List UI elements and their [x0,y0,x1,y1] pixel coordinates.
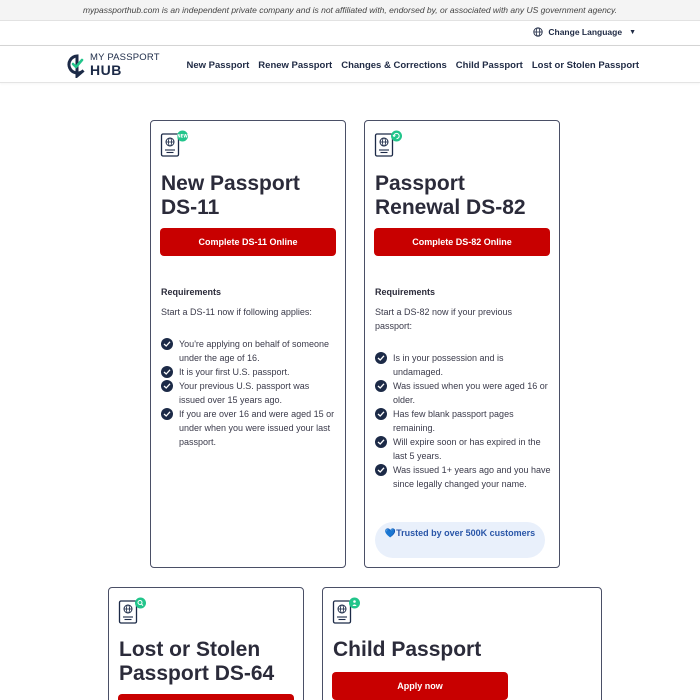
card-title: Lost or Stolen Passport DS-64 [119,638,275,685]
check-icon [375,408,387,420]
requirements-intro: Start a DS-82 now if your previous passport: [375,307,513,331]
change-language-label: Change Language [548,27,623,37]
requirements-list [161,337,337,449]
requirement-text: Was issued when you were aged 16 or older. [393,381,548,405]
logo-line2: HUB [90,62,122,78]
trust-text: Trusted by over 500K customers [396,528,536,538]
nav-new-passport[interactable]: New Passport [186,59,250,71]
nav-changes-corrections[interactable]: Changes & Corrections [341,59,447,71]
requirement-text: Your previous U.S. passport was issued over 15 years ago. [179,381,310,405]
card-title: Child Passport [333,638,482,661]
check-icon [375,380,387,392]
passport-renew-icon [374,130,404,160]
globe-icon [533,27,543,37]
requirements-list [375,351,551,491]
complete-ds11-button[interactable]: Complete DS-11 Online [160,228,336,256]
requirement-text: Will expire soon or has expired in the last 5 years. [393,437,541,461]
nav-child-passport[interactable]: Child Passport [455,59,523,71]
card-passport-renewal [364,120,560,568]
card-title: Passport Renewal DS-82 [375,172,526,219]
requirement-text: Has few blank passport pages remaining. [393,409,514,433]
list-item [375,351,551,379]
list-item [375,379,551,407]
trust-badge [375,522,545,558]
requirement-text: Was issued 1+ years ago and you have since legally changed your name. [393,465,551,489]
list-item [375,435,551,463]
nav-renew-passport[interactable]: Renew Passport [258,59,333,71]
check-icon [161,380,173,392]
language-bar [0,21,700,45]
check-icon [161,366,173,378]
svg-text:NEW: NEW [177,133,188,139]
caret-down-icon: ▼ [629,28,636,36]
check-icon [375,352,387,364]
heart-icon: 💙 [384,528,397,538]
check-icon [375,436,387,448]
check-icon [375,464,387,476]
check-icon [161,338,173,350]
check-icon [161,408,173,420]
list-item [161,379,337,407]
apply-now-button[interactable]: Apply now [332,672,508,700]
site-header [0,45,700,83]
list-item [161,407,337,449]
card-new-passport [150,120,346,568]
requirement-text: If you are over 16 and were aged 15 or under when you were issued your last passport. [179,409,335,447]
passport-child-icon [332,597,362,627]
logo-line1: MY PASSPORT [90,52,160,63]
list-item [375,407,551,435]
requirement-text: You're applying on behalf of someone under the age of 16. [179,339,329,363]
list-item [375,463,551,491]
complete-ds82-button[interactable]: Complete DS-82 Online [374,228,550,256]
requirements-heading: Requirements [375,287,436,297]
list-item [161,337,337,365]
passport-new-icon [160,130,190,160]
main-nav [186,46,639,84]
logo-pin-icon [66,54,88,78]
requirements-heading: Requirements [161,287,222,297]
passport-lost-icon [118,597,148,627]
card-title: New Passport DS-11 [161,172,300,219]
card-child-passport [322,587,602,700]
nav-lost-stolen-passport[interactable]: Lost or Stolen Passport [531,59,639,71]
site-logo[interactable] [66,52,166,80]
card-lost-stolen-passport [108,587,304,700]
disclaimer-banner: mypassporthub.com is an independent private company and is not affiliated with, endorsed by, or associated with any US government agency. [0,0,700,21]
lost-stolen-button[interactable] [118,694,294,700]
requirements-intro: Start a DS-11 now if following applies: [161,307,312,317]
list-item [161,365,337,379]
requirement-text: Is in your possession and is undamaged. [393,353,504,377]
requirement-text: It is your first U.S. passport. [179,367,290,377]
change-language-button[interactable] [533,27,636,37]
